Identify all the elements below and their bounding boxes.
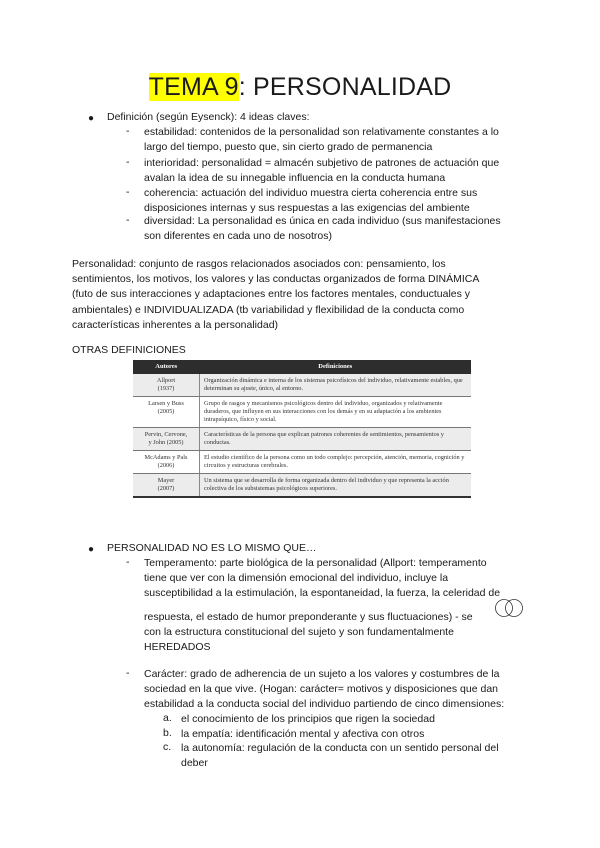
personalidad-paragraph (72, 257, 479, 333)
author-name: Allport (156, 377, 176, 384)
paragraph-line-1: Personalidad: conjunto de rasgos relacionados asociados con: pensamiento, los (72, 258, 446, 270)
author-year: (2006) (157, 462, 175, 469)
eysenck-item-3-line-2: disposiciones internas y sus respuestas a las exigencias del ambiente (144, 202, 470, 215)
eysenck-item-4-line-1: diversidad: La personalidad es única en cada individuo (sus manifestaciones (144, 215, 501, 227)
dimension-b: la empatía: identificación mental y afectiva con otros (181, 728, 425, 740)
eysenck-item-2 (144, 156, 499, 186)
bullet-icon: ● (88, 113, 95, 124)
eysenck-item-1-line-1: estabilidad: contenidos de la personalidad son relativamente constantes a lo (144, 126, 499, 138)
table-row (133, 451, 471, 474)
eysenck-item-1 (144, 125, 499, 155)
table-cell-author (133, 428, 200, 451)
table-row (133, 428, 471, 451)
author-name: Larsen y Buss (148, 400, 184, 407)
dimension-c (181, 741, 499, 771)
dimension-a: el conocimiento de los principios que rigen la sociedad (181, 713, 435, 725)
author-name: Mayer (157, 477, 175, 484)
interlocking-rings-icon (494, 598, 524, 618)
paragraph-line-3: (futo de sus interacciones y adaptaciones entre los factores mentales, conductuales y (72, 288, 471, 301)
dash-icon: - (126, 556, 130, 568)
table-row (133, 474, 471, 498)
table-cell-author (133, 451, 200, 474)
temperamento-line-4: respuesta, el estado de humor preponderante y sus fluctuaciones) - se (144, 611, 473, 623)
dimension-letter: b. (163, 727, 172, 739)
definitions-table (133, 360, 471, 498)
noes-heading: PERSONALIDAD NO ES LO MISMO QUE… (107, 542, 317, 554)
table-cell-author (133, 474, 200, 498)
author-year: (2005) (157, 408, 175, 415)
paragraph-line-2: sentimientos, los motivos, los valores y las conductas organizados de forma DINÁMICA (72, 273, 480, 286)
caracter-line-1: Carácter: grado de adherencia de un sujeto a los valores y costumbres de la (144, 668, 500, 680)
table-cell-definition: Características de la persona que explican patrones coherentes de sentimientos, pensamientos y conductas. (200, 428, 472, 451)
caracter-block (144, 667, 504, 713)
dash-icon: - (126, 214, 130, 226)
author-year: (2007) (157, 485, 175, 492)
page-title (0, 71, 600, 103)
dash-icon: - (126, 125, 130, 137)
table-header-autores: Autores (133, 360, 200, 374)
caracter-line-2: sociedad en la que vive. (Hogan: carácter= motivos y disposiciones que dan (144, 683, 498, 696)
table-cell-definition: Un sistema que se desarrolla de forma organizada dentro del individuo y que representa la acción colectiva de los subsistemas psicológicos superiores. (200, 474, 472, 498)
table-cell-author (133, 397, 200, 428)
dash-icon: - (126, 667, 130, 679)
title-rest: : PERSONALIDAD (238, 73, 452, 101)
eysenck-heading: Definición (según Eysenck): 4 ideas claves: (107, 111, 310, 123)
author-year: (1937) (157, 385, 175, 392)
temperamento-block (144, 556, 500, 602)
table-header-row (133, 360, 471, 374)
eysenck-item-1-line-2: largo del tiempo, puesto que, sin cierto grado de permanencia (144, 141, 433, 154)
temperamento-line-5: con la estructura constitucional del sujeto y son fundamentalmente (144, 626, 454, 638)
temperamento-line-6: HEREDADOS (144, 641, 211, 654)
dimension-c-line-1: la autonomía: regulación de la conducta con un sentido personal del (181, 742, 499, 754)
dash-icon: - (126, 156, 130, 168)
author-year: y John (2005) (148, 439, 184, 446)
eysenck-item-4 (144, 214, 501, 244)
temperamento-tail (144, 625, 454, 655)
otras-definiciones-heading: OTRAS DEFINICIONES (72, 344, 186, 356)
caracter-line-3: estabilidad a la conducta social del individuo partiendo de cinco dimensiones: (144, 698, 505, 711)
table-header-definiciones: Definiciones (200, 360, 472, 374)
temperamento-line-3: susceptibilidad a la estimulación, la espontaneidad, la fuerza, la celeridad de (144, 587, 501, 600)
table-cell-author (133, 374, 200, 397)
eysenck-item-3 (144, 186, 477, 216)
eysenck-item-2-line-1: interioridad: personalidad = almacén subjetivo de patrones de actuación que (144, 157, 500, 169)
table-cell-definition: Organización dinámica e interna de los sistemas psicofísicos del individuo, relativamente estables, que determinan su ajuste, único, al entorno. (200, 374, 472, 397)
eysenck-item-4-line-2: son diferentes en cada uno de nosotros) (144, 230, 332, 243)
table-cell-definition: El estudio científico de la persona como un todo complejo: percepción, atención, memoria, cognición y circuitos y estructuras cerebrales. (200, 451, 472, 474)
dash-icon: - (126, 186, 130, 198)
dimension-letter: a. (163, 712, 172, 724)
temperamento-line-1: Temperamento: parte biológica de la personalidad (Allport: temperamento (144, 557, 487, 569)
table-row (133, 374, 471, 397)
dimension-c-line-2: deber (181, 757, 208, 770)
dimension-letter: c. (163, 741, 172, 753)
paragraph-line-5: características inherentes a la personalidad) (72, 318, 279, 331)
table-row (133, 397, 471, 428)
paragraph-line-4: ambientales) e INDIVIDUALIZADA (tb variabilidad y flexibilidad de la conducta como (72, 303, 465, 316)
table-cell-definition: Grupo de rasgos y mecanismos psicológicos dentro del individuo, organizados y relativamente duraderos, que influyen en sus interacciones con los demás y en su adaptación a los ambientes intrapsíquico, físico y social. (200, 397, 472, 428)
eysenck-item-2-line-2: avalan la idea de su innegable influencia en la conducta humana (144, 172, 446, 185)
temperamento-line-2: tiene que ver con la dimensión emocional del individuo, incluye la (144, 572, 449, 585)
bullet-icon: ● (88, 544, 95, 555)
eysenck-item-3-line-1: coherencia: actuación del individuo muestra cierta coherencia entre sus (144, 187, 478, 199)
title-highlight: TEMA 9 (148, 73, 239, 101)
author-name: Pervin, Cervone, (144, 431, 188, 438)
author-name: McAdams y Pals (144, 454, 188, 461)
